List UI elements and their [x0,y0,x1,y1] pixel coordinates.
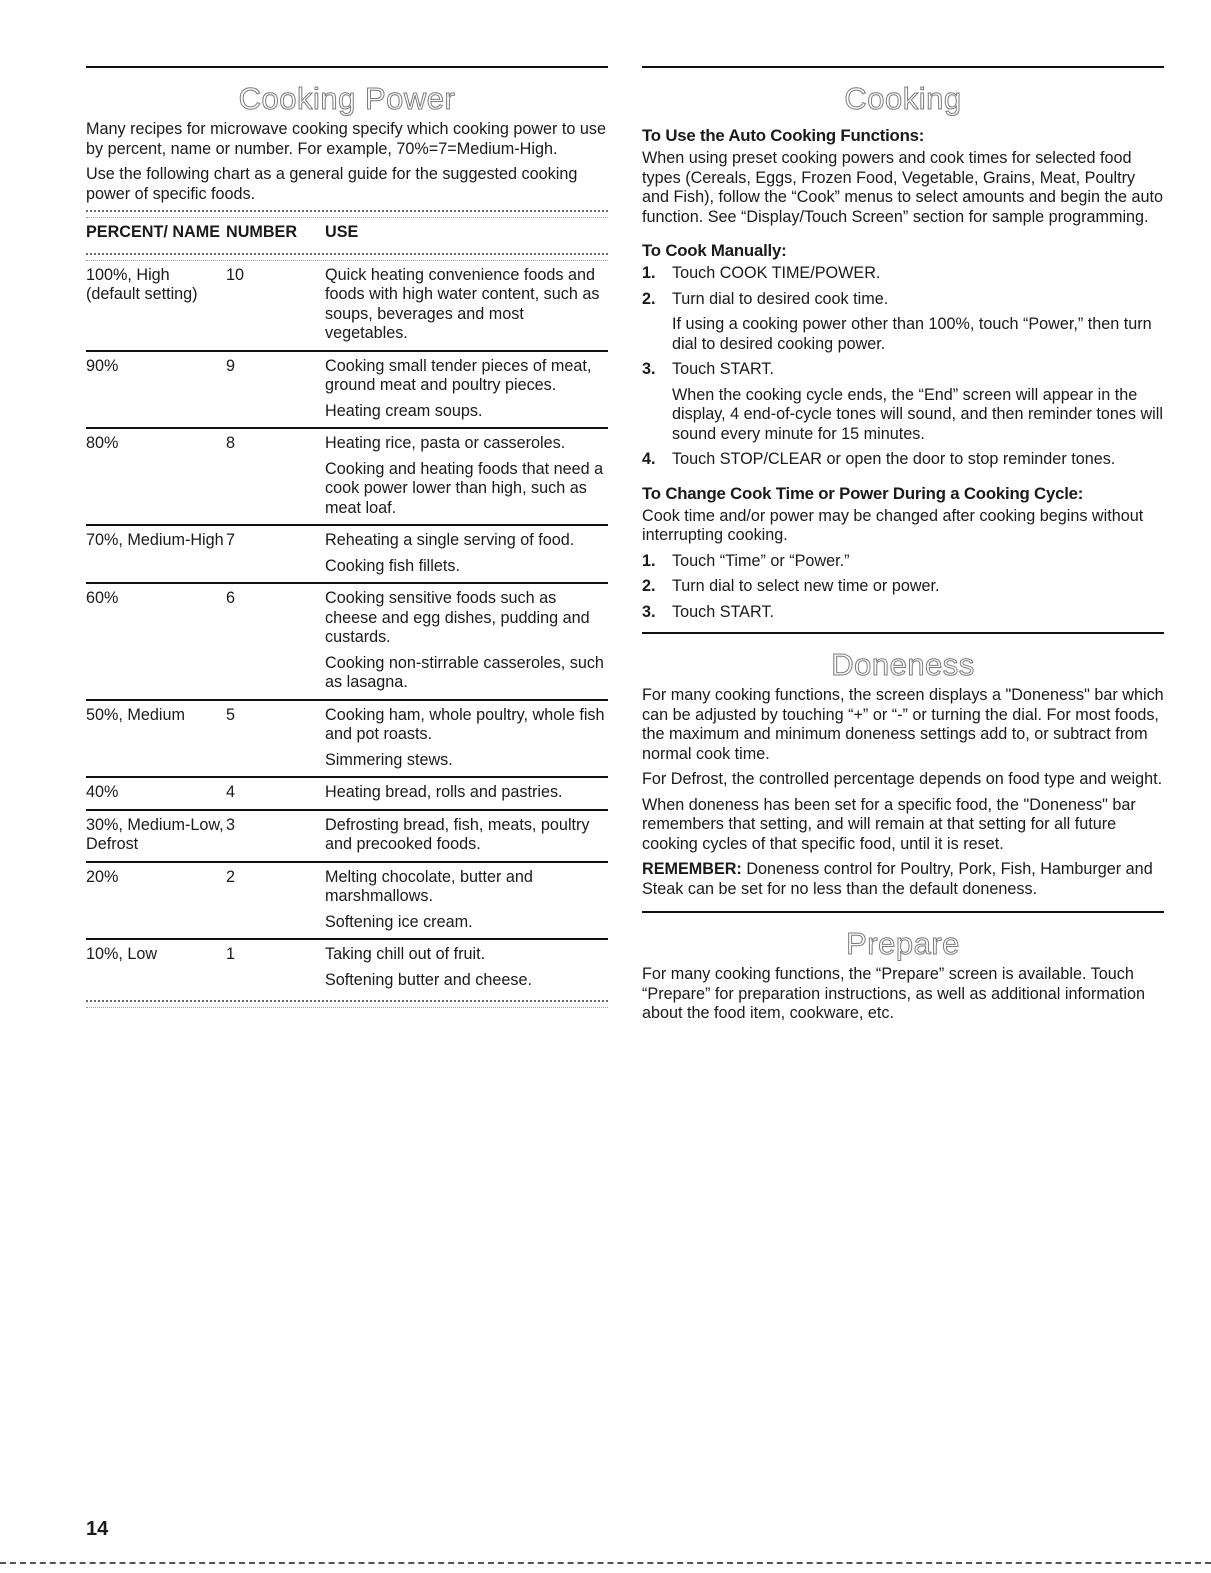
page-number: 14 [86,1518,109,1540]
cooking-section [642,66,1164,1030]
table-row [86,583,608,700]
section-rule [86,66,608,68]
step-number: 4. [642,450,656,468]
table-row [86,862,608,940]
use-text: Reheating a single serving of food. [325,531,575,549]
use-cell [325,700,608,778]
list-item [642,290,1164,355]
use-cell [325,428,608,525]
list-item [642,577,1164,597]
percent-name-cell: 40% [86,777,226,810]
table-header-row [86,220,608,247]
use-cell [325,261,608,351]
doneness-title: Doneness [831,647,975,682]
use-text: Cooking non-stirrable casseroles, such as lasagna. [325,653,604,691]
number-cell: 9 [226,351,325,429]
cook-manually-steps [642,264,1164,470]
page-bottom-border [0,1562,1211,1567]
prepare-title: Prepare [846,926,960,961]
cooking-power-table [86,220,608,996]
table-bottom-border [86,1000,608,1008]
cooking-power-title: Cooking Power [238,81,456,116]
remember-note [642,860,1164,899]
header-number: NUMBER [226,223,298,241]
remember-text: Doneness control for Poultry, Pork, Fish, Hamburger and Steak can be set for no less than the default doneness. [642,860,1153,898]
step-text: Touch COOK TIME/POWER. [672,264,881,282]
prepare-paragraph: For many cooking functions, the “Prepare” screen is available. Touch “Prepare” for preparation instructions, as well as additional information about the food item, cookware, etc. [642,965,1145,1022]
change-cook-time-text: Cook time and/or power may be changed after cooking begins without interrupting cooking. [642,506,1144,544]
use-cell [325,862,608,940]
change-cook-time-steps [642,552,1164,623]
percent-name-cell: 20% [86,862,226,940]
change-cook-time-heading: To Change Cook Time or Power During a Cooking Cycle: [642,483,1084,503]
list-item [642,360,1164,444]
use-text: Cooking and heating foods that need a cook power lower than high, such as meat loaf. [325,459,604,517]
number-cell: 3 [226,810,325,862]
step-note: When the cooking cycle ends, the “End” screen will appear in the display, 4 end-of-cycle tones will sound, and then reminder tones will sound every minute for 15 minutes. [672,385,1163,443]
step-number: 3. [642,602,656,621]
number-cell: 6 [226,583,325,700]
number-cell: 1 [226,939,325,996]
table-row [86,810,608,862]
prepare-rule [642,911,1164,913]
section-rule [642,66,1164,68]
table-row [86,261,608,351]
number-cell: 8 [226,428,325,525]
step-text: Touch STOP/CLEAR or open the door to stop reminder tones. [672,450,1116,468]
intro-paragraph: Many recipes for microwave cooking specify which cooking power to use by percent, name or number. For example, 70%=7=Medium-High. [86,120,607,158]
number-cell: 5 [226,700,325,778]
use-cell [325,939,608,996]
percent-name-cell: 90% [86,351,226,429]
step-number: 1. [642,551,656,570]
use-cell [325,777,608,810]
cooking-power-section [86,66,608,1010]
step-number: 2. [642,577,656,595]
header-divider [86,253,608,261]
step-text: Touch START. [672,602,774,621]
use-text: Cooking fish fillets. [325,556,460,575]
use-cell [325,583,608,700]
table-row [86,700,608,778]
doneness-paragraph-2: For Defrost, the controlled percentage depends on food type and weight. [642,770,1163,788]
step-note: If using a cooking power other than 100%, touch “Power,” then turn dial to desired cooking power. [672,315,1152,353]
table-row [86,351,608,429]
use-cell [325,351,608,429]
cooking-title: Cooking [844,81,962,116]
table-row [86,428,608,525]
doneness-paragraph-3: When doneness has been set for a specific food, the "Doneness" bar remembers that setting, and will remain at that setting for all future cooking cycles of that specific food, until it is reset. [642,795,1136,853]
use-text: Cooking small tender pieces of meat, ground meat and poultry pieces. [325,356,592,394]
number-cell: 2 [226,862,325,940]
table-row [86,525,608,583]
use-cell [325,525,608,583]
cook-manually-heading: To Cook Manually: [642,241,787,260]
remember-label: REMEMBER: [642,860,742,878]
number-cell: 10 [226,265,245,284]
chart-guide-paragraph: Use the following chart as a general guide for the suggested cooking power of specific foods. [86,165,578,203]
use-text: Quick heating convenience foods and foods with high water content, such as soups, beverages and most vegetables. [325,265,600,342]
step-text: Turn dial to select new time or power. [672,577,940,595]
number-cell: 4 [226,777,325,810]
percent-name-cell: 100%, High (default setting) [86,265,198,303]
step-number: 1. [642,264,656,282]
use-text: Cooking sensitive foods such as cheese and egg dishes, pudding and custards. [325,589,590,646]
use-text: Simmering stews. [325,750,453,769]
list-item [642,552,1164,572]
table-row [86,939,608,996]
table-row [86,777,608,810]
use-cell [325,810,608,862]
step-text: Turn dial to desired cook time. [672,289,889,308]
use-text: Cooking ham, whole poultry, whole fish and pot roasts. [325,705,605,743]
step-number: 3. [642,360,656,378]
header-percent-name: PERCENT/ NAME [86,223,221,241]
list-item [642,264,1164,284]
use-text: Heating bread, rolls and pastries. [325,783,563,801]
percent-name-cell: 70%, Medium-High [86,525,226,583]
list-item [642,450,1164,470]
use-text: Heating rice, pasta or casseroles. [325,434,566,452]
percent-name-cell: 60% [86,583,226,700]
header-use: USE [325,223,359,241]
use-text: Softening butter and cheese. [325,970,532,989]
use-text: Melting chocolate, butter and marshmallows. [325,867,533,905]
use-text: Taking chill out of fruit. [325,945,486,963]
list-item [642,603,1164,623]
number-cell: 7 [226,525,325,583]
step-number: 2. [642,289,656,308]
auto-cooking-text: When using preset cooking powers and cook times for selected food types (Cereals, Eggs, Frozen Food, Vegetable, Grains, Meat, Poultry and Fish), follow the “Cook” menus to select amounts and begin the auto function. See “Display/Touch Screen” section for sample programming. [642,149,1163,226]
doneness-rule [642,632,1164,634]
use-text: Defrosting bread, fish, meats, poultry and precooked foods. [325,815,590,853]
percent-name-cell: 80% [86,428,226,525]
step-text: Touch START. [672,360,774,378]
percent-name-cell: 50%, Medium [86,700,226,778]
auto-cooking-heading: To Use the Auto Cooking Functions: [642,126,925,145]
percent-name-cell: 30%, Medium-Low, Defrost [86,810,226,862]
use-text: Heating cream soups. [325,401,483,420]
table-top-border [86,210,608,218]
use-text: Softening ice cream. [325,912,473,931]
percent-name-cell: 10%, Low [86,939,226,996]
doneness-paragraph-1: For many cooking functions, the screen displays a "Doneness" bar which can be adjusted by touching “+” or “-” or turning the dial. For most foods, the maximum and minimum doneness settings add to, or subtract from normal cook time. [642,686,1164,763]
step-text: Touch “Time” or “Power.” [672,551,850,570]
